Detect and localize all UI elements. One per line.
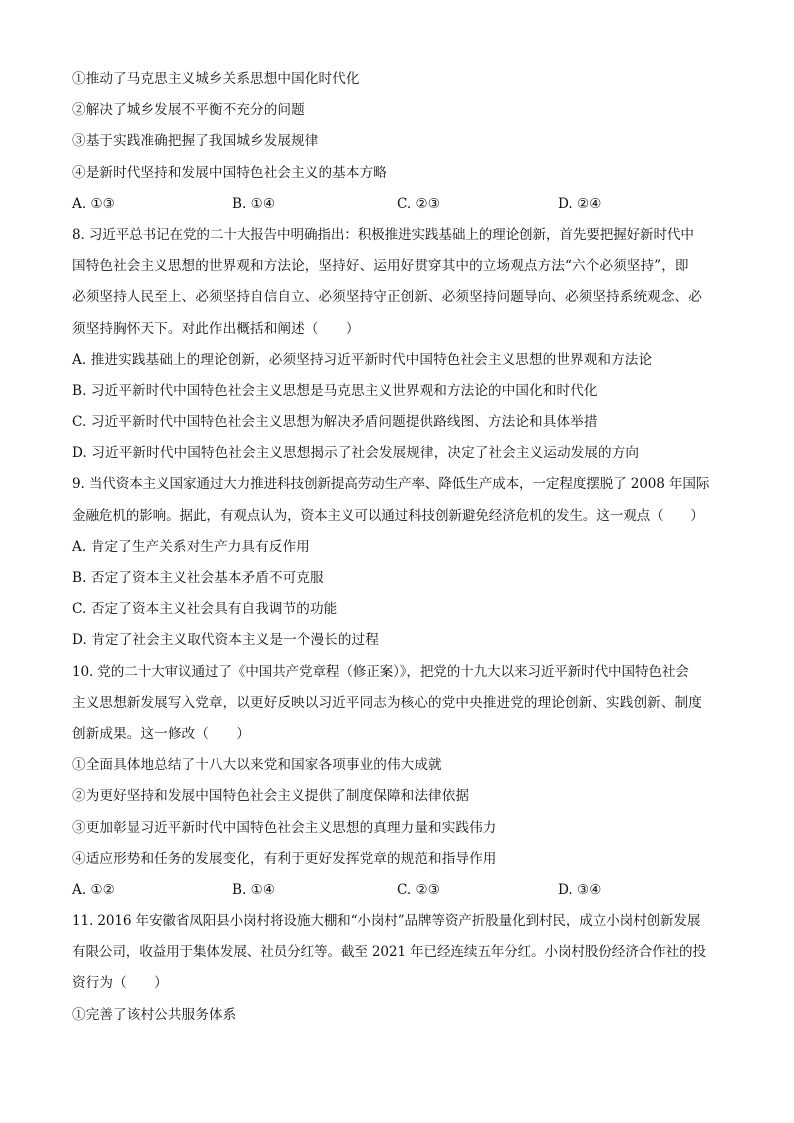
answer-option: D. ②④ bbox=[558, 195, 602, 212]
text-line: 11. 2016 年安徽省凤阳县小岗村将设施大棚和“小岗村”品牌等资产折股量化到村民，成立小岗村创新发展 bbox=[72, 913, 701, 930]
text-line: 金融危机的影响。据此，有观点认为，资本主义可以通过科技创新避免经济危机的发生。这一观点（ ） bbox=[72, 507, 704, 524]
text-line: A. 推进实践基础上的理论创新，必须坚持习近平新时代中国特色社会主义思想的世界观和方法论 bbox=[72, 351, 653, 368]
text-line: 8. 习近平总书记在党的二十大报告中明确指出：积极推进实践基础上的理论创新，首先要把握好新时代中 bbox=[72, 226, 694, 243]
text-line: 必须坚持人民至上、必须坚持自信自立、必须坚持守正创新、必须坚持问题导向、必须坚持系统观念、必 bbox=[72, 289, 702, 306]
answer-option: A. ①③ bbox=[72, 195, 115, 212]
text-line: 9. 当代资本主义国家通过大力推进科技创新提高劳动生产率、降低生产成本，一定程度摆脱了 2008 年国际 bbox=[72, 476, 710, 493]
text-line: 国特色社会主义思想的世界观和方法论，坚持好、运用好贯穿其中的立场观点方法“六个必须坚持”，即 bbox=[72, 258, 689, 275]
text-line: 资行为（ ） bbox=[72, 975, 168, 992]
text-line: ④是新时代坚持和发展中国特色社会主义的基本方略 bbox=[72, 164, 387, 181]
text-line: A. 肯定了生产关系对生产力具有反作用 bbox=[72, 538, 310, 555]
answer-option: B. ①④ bbox=[232, 195, 276, 212]
text-line: D. 习近平新时代中国特色社会主义思想揭示了社会发展规律，决定了社会主义运动发展的方向 bbox=[72, 445, 640, 462]
answer-option: D. ③④ bbox=[558, 881, 602, 898]
text-line: 10. 党的二十大审议通过了《中国共产党章程（修正案）》，把党的十九大以来习近平新时代中国特色社会 bbox=[72, 663, 689, 680]
answer-option: C. ②③ bbox=[397, 195, 440, 212]
text-line: ④适应形势和任务的发展变化，有利于更好发挥党章的规范和指导作用 bbox=[72, 850, 497, 867]
answer-option: A. ①② bbox=[72, 881, 115, 898]
text-line: B. 习近平新时代中国特色社会主义思想是马克思主义世界观和方法论的中国化和时代化 bbox=[72, 382, 598, 399]
text-line: ②解决了城乡发展不平衡不充分的问题 bbox=[72, 102, 305, 119]
text-line: ③基于实践准确把握了我国城乡发展规律 bbox=[72, 133, 319, 150]
text-line: 有限公司，收益用于集体发展、社员分红等。截至 2021 年已经连续五年分红。小岗村股份经济合作社的投 bbox=[72, 944, 706, 961]
exam-page bbox=[72, 64, 724, 1031]
answer-choices-row bbox=[72, 875, 724, 906]
text-line: 主义思想新发展写入党章，以更好反映以习近平同志为核心的党中央推进党的理论创新、实践创新、制度 bbox=[72, 694, 702, 711]
answer-choices-row bbox=[72, 189, 724, 220]
text-line: 创新成果。这一修改（ ） bbox=[72, 725, 251, 742]
text-line: ①全面具体地总结了十八大以来党和国家各项事业的伟大成就 bbox=[72, 757, 442, 774]
answer-option: B. ①④ bbox=[232, 881, 276, 898]
text-line: C. 否定了资本主义社会具有自我调节的功能 bbox=[72, 601, 338, 618]
answer-option: C. ②③ bbox=[397, 881, 440, 898]
text-line: D. 肯定了社会主义取代资本主义是一个漫长的过程 bbox=[72, 632, 379, 649]
text-line: B. 否定了资本主义社会基本矛盾不可克服 bbox=[72, 570, 324, 586]
text-line: C. 习近平新时代中国特色社会主义思想为解决矛盾问题提供路线图、方法论和具体举措 bbox=[72, 414, 598, 431]
text-line: 须坚持胸怀天下。对此作出概括和阐述（ ） bbox=[72, 320, 360, 337]
text-line: ①完善了该村公共服务体系 bbox=[72, 1006, 237, 1023]
text-line: ③更加彰显习近平新时代中国特色社会主义思想的真理力量和实践伟力 bbox=[72, 819, 497, 836]
text-line: ②为更好坚持和发展中国特色社会主义提供了制度保障和法律依据 bbox=[72, 788, 470, 805]
text-line: ①推动了马克思主义城乡关系思想中国化时代化 bbox=[72, 71, 360, 87]
